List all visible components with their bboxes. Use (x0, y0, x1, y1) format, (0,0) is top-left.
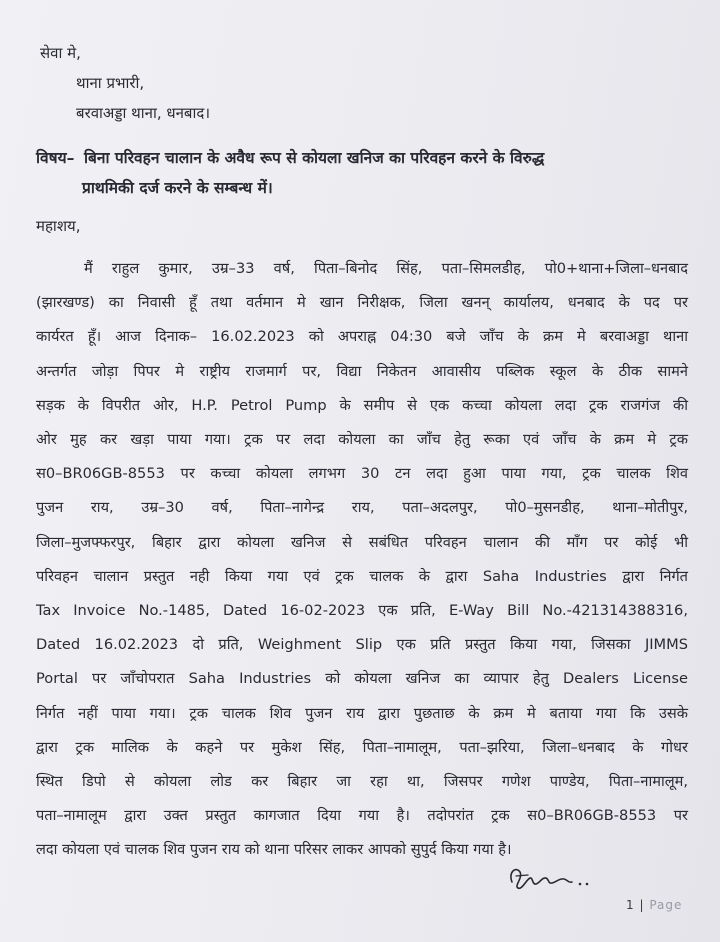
body-line: अन्तर्गत जोड़ा पिपर मे राष्ट्रीय राजमार्ग पर, विद्या निकेतन आवासीय पब्लिक स्कूल के ठीक सामने (36, 362, 688, 380)
body-line: (झारखण्ड) का निवासी हूँ तथा वर्तमान मे खान निरीक्षक, जिला खनन् कार्यालय, धनबाद के पद पर (36, 294, 688, 312)
body-line: लदा कोयला एवं चालक शिव पुजन राय को थाना परिसर लाकर आपको सुपुर्द किया गया है। (36, 841, 512, 859)
page-number: 1 | Page (626, 898, 683, 912)
body-line: मैं राहुल कुमार, उम्र–33 वर्ष, पिता–बिनोद सिंह, पता–सिमलडीह, पो0+थाना+जिला–धनबाद (84, 260, 688, 277)
body-line: ओर मुह कर खड़ा पाया गया। ट्रक पर लदा कोयला का जाँच हेतु रूका एवं जाँच के क्रम मे ट्रक (36, 431, 688, 449)
body-line: पुजन राय, उम्र–30 वर्ष, पिता–नागेन्द्र राय, पता–अदलपुर, पो0–मुसनडीह, थाना–मोतीपुर, (36, 499, 688, 517)
subject-line-1: बिना परिवहन चालान के अवैध रूप से कोयला खनिज का परिवहन करने के विरुद्ध (84, 149, 545, 167)
salutation-to: सेवा मे, (40, 44, 81, 62)
body-line: पता–नामालूम द्वारा उक्त प्रस्तुत कागजात दिया गया है। तदोपरांत ट्रक स0–BR06GB-8553 पर (36, 807, 688, 825)
recipient-title: थाना प्रभारी, (76, 74, 145, 92)
body-line: Dated 16.02.2023 दो प्रति, Weighment Slip एक प्रति प्रस्तुत किया गया, जिसका JIMMS (36, 636, 688, 654)
body-line: स0–BR06GB-8553 पर कच्चा कोयला लगभग 30 टन लदा हुआ पाया गया, ट्रक चालक शिव (36, 465, 688, 483)
body-line: कार्यरत हूँ। आज दिनाक– 16.02.2023 को अपराह्न 04:30 बजे जाँच के क्रम मे बरवाअड्डा थाना (36, 328, 688, 346)
body-line: Portal पर जाँचोपरात Saha Industries को कोयला खनिज का व्यापार हेतु Dealers License (36, 670, 688, 688)
letter-body (36, 252, 688, 868)
body-line: Tax Invoice No.-1485, Dated 16-02-2023 एक प्रति, E-Way Bill No.-421314388316, (36, 602, 688, 620)
body-line: निर्गत नहीं पाया गया। ट्रक चालक शिव पुजन राय द्वारा पुछताछ के क्रम मे बताया गया कि उसके (36, 704, 688, 722)
subject-block (36, 143, 636, 203)
body-line: परिवहन चालान प्रस्तुत नही किया गया एवं ट्रक चालक के द्वारा Saha Industries द्वारा निर्गत (36, 567, 688, 585)
page-number-value: 1 (626, 898, 635, 912)
body-line: स्थित डिपो से कोयला लोड कर बिहार जा रहा था, जिसपर गणेश पाण्डेय, पिता–नामालूम, (36, 773, 688, 791)
police-station: बरवाअड्डा थाना, धनबाद। (76, 104, 211, 122)
signature-icon (502, 858, 602, 898)
greeting: महाशय, (36, 217, 81, 235)
subject-line-2: प्राथमिकी दर्ज करने के सम्बन्ध में। (82, 179, 273, 197)
subject-label: विषय– (36, 149, 75, 167)
body-line: जिला–मुजफ्फरपुर, बिहार द्वारा कोयला खनिज से सबंधित परिवहन चालान की माँग पर कोई भी (36, 533, 688, 551)
address-block (40, 38, 210, 128)
body-line: सड़क के विपरीत ओर, H.P. Petrol Pump के समीप से एक कच्चा कोयला लदा ट्रक राजगंज की (36, 396, 688, 414)
body-line: द्वारा ट्रक मालिक के कहने पर मुकेश सिंह, पिता–नामालूम, पता–झरिया, जिला–धनबाद के गोधर (36, 738, 688, 756)
page-label: Page (649, 898, 683, 912)
